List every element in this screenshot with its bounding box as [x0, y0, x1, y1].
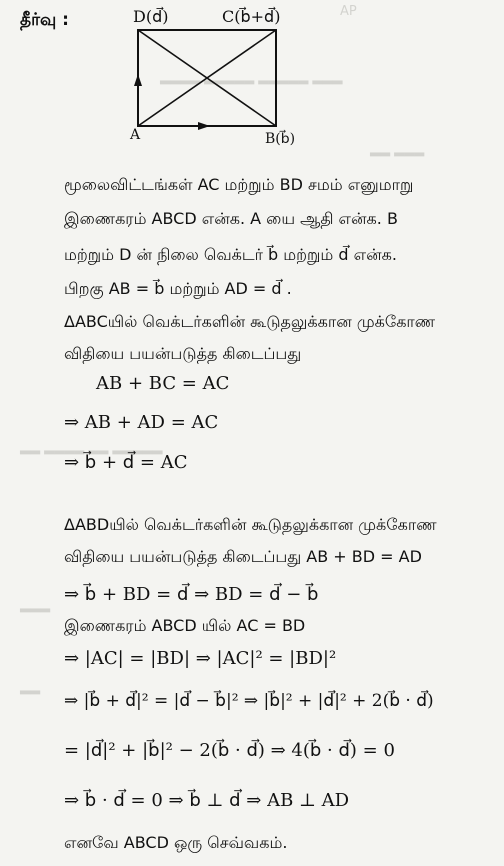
equation-line: = |d⃗|² + |b⃗|² − 2(b⃗ · d⃗) ⇒ 4(b⃗ · d⃗) = 0 [64, 740, 395, 761]
vertex-label-a: A [130, 127, 141, 143]
vertex-label-c: C(b⃗+d⃗) [222, 7, 281, 26]
arrow-right-icon [198, 122, 210, 130]
text-line: விதியை பயன்படுத்த கிடைப்பது [64, 344, 302, 363]
solution-heading: தீர்வு : [20, 10, 69, 30]
bleed-through-text: ▂▂ ▂▂▂ [370, 142, 425, 157]
vertex-label-d: D(d⃗) [133, 7, 169, 26]
text-line: இணைகரம் ABCD யில் AC = BD [64, 616, 306, 635]
bleed-through-text: ▂▂ ▂▂▂▂ ▂▂ ▂▂▂▂▂ [20, 440, 163, 455]
text-line: மற்றும் D ன் நிலை வெக்டர் b⃗ மற்றும் d⃗ என்க. [64, 245, 397, 264]
equation-line: ⇒ b⃗ + d⃗ = AC [64, 452, 188, 473]
equation-line: AB + BC = AC [96, 373, 230, 394]
text-line: ΔABCயில் வெக்டர்களின் கூடுதலுக்கான முக்கோண [64, 312, 436, 331]
equation-line: ⇒ |AC| = |BD| ⇒ |AC|² = |BD|² [64, 648, 337, 669]
bleed-through-text: ▂▂▂▂ ▂▂▂▂▂ ▂▂▂▂▂ ▂▂▂ [160, 70, 343, 85]
text-line: ΔABDயில் வெக்டர்களின் கூடுதலுக்கான முக்கோண [64, 515, 437, 534]
bleed-through-text: AP [340, 4, 357, 19]
bleed-through-text: ▂▂▂ [20, 598, 50, 613]
equation-line: ⇒ |b⃗ + d⃗|² = |d⃗ − b⃗|² ⇒ |b⃗|² + |d⃗|² + 2(b⃗ · d⃗) [64, 691, 434, 711]
arrow-up-icon [134, 74, 142, 86]
equation-line: ⇒ AB + AD = AC [64, 412, 219, 433]
text-line: பிறகு AB = b⃗ மற்றும் AD = d⃗ . [64, 279, 292, 298]
conclusion-line: எனவே ABCD ஒரு செவ்வகம். [64, 833, 288, 852]
equation-line: ⇒ b⃗ + BD = d⃗ ⇒ BD = d⃗ − b⃗ [64, 584, 319, 605]
text-line: மூலைவிட்டங்கள் AC மற்றும் BD சமம் எனுமாறு [64, 175, 414, 194]
bleed-through-text: ▂▂ [20, 680, 40, 695]
text-line: இணைகரம் ABCD என்க. A யை ஆதி என்க. B [64, 209, 398, 228]
vertex-label-b: B(b⃗) [265, 131, 296, 147]
equation-line: ⇒ b⃗ · d⃗ = 0 ⇒ b⃗ ⊥ d⃗ ⇒ AB ⊥ AD [64, 790, 350, 811]
text-line: விதியை பயன்படுத்த கிடைப்பது AB + BD = AD [64, 547, 422, 566]
